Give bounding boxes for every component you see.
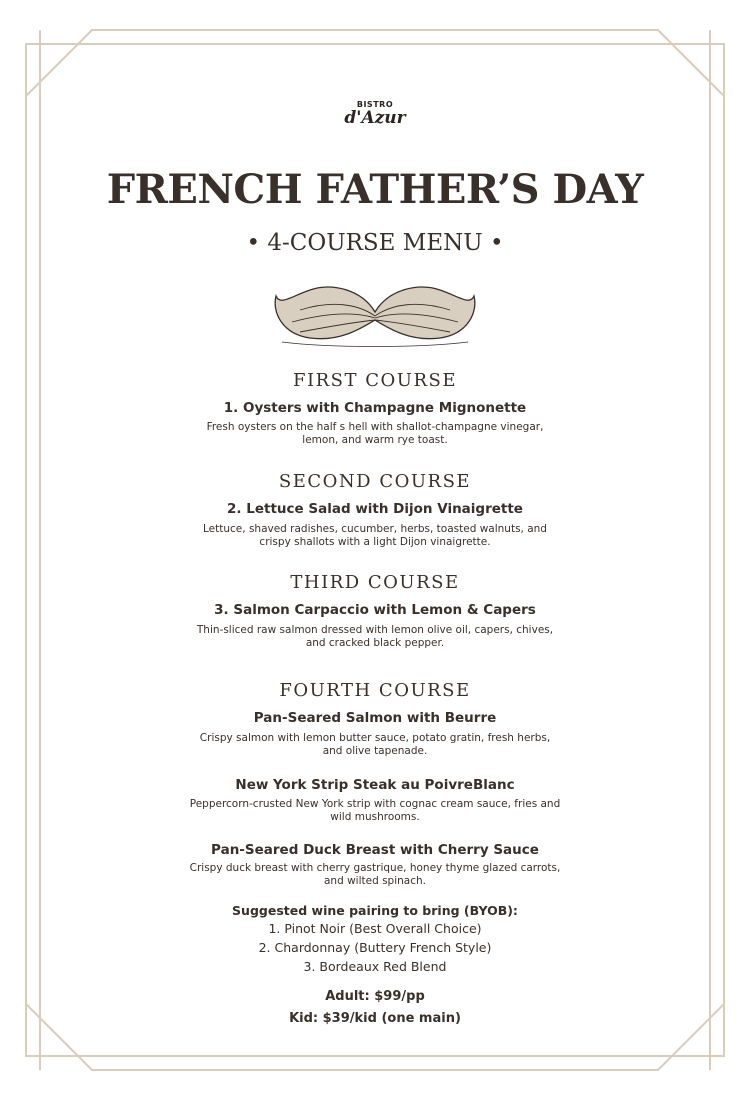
page-subtitle: • 4-COURSE MENU • — [246, 230, 504, 256]
price-kid: Kid: $39/kid (one main) — [289, 1011, 461, 1026]
course-heading-second: SECOND COURSE — [278, 471, 472, 492]
wine-item-pinot: 1. Pinot Noir (Best Overall Choice) — [268, 921, 482, 936]
wine-pairing-title: Suggested wine pairing to bring (BYOB): — [232, 903, 518, 918]
dish-name-salad: 2. Lettuce Salad with Dijon Vinaigrette — [227, 501, 523, 517]
dish-desc-carpaccio: Thin-sliced raw salmon dressed with lemon olive oil, capers, chives, and cracked black pepper. — [196, 624, 554, 649]
wine-item-bordeaux: 3. Bordeaux Red Blend — [303, 959, 447, 974]
wine-item-chardonnay: 2. Chardonnay (Buttery French Style) — [258, 940, 492, 955]
dish-name-carpaccio: 3. Salmon Carpaccio with Lemon & Capers — [214, 602, 536, 618]
dish-name-salmon: Pan-Seared Salmon with Beurre — [253, 710, 497, 726]
dish-desc-oysters: Fresh oysters on the half s hell with shallot-champagne vinegar, lemon, and warm rye toast. — [206, 421, 544, 446]
dish-desc-duck: Crispy duck breast with cherry gastrique, honey thyme glazed carrots, and wilted spinach. — [189, 862, 561, 887]
dish-name-oysters: 1. Oysters with Champagne Mignonette — [223, 400, 527, 416]
dish-name-duck: Pan-Seared Duck Breast with Cherry Sauce — [211, 842, 539, 858]
bistro-logo — [0, 100, 750, 127]
page-title: FRENCH FATHER’S DAY — [106, 166, 644, 213]
dish-desc-steak: Peppercorn-crusted New York strip with cognac cream sauce, fries and wild mushrooms. — [189, 798, 561, 823]
logo-top-word: BISTRO — [356, 100, 394, 109]
dish-name-steak: New York Strip Steak au PoivreBlanc — [235, 777, 515, 793]
dish-desc-salmon: Crispy salmon with lemon butter sauce, potato gratin, fresh herbs, and olive tapenade. — [199, 732, 551, 757]
course-heading-fourth: FOURTH COURSE — [279, 680, 471, 701]
dish-desc-salad: Lettuce, shaved radishes, cucumber, herbs, toasted walnuts, and crispy shallots with a light Dijon vinaigrette. — [203, 523, 547, 548]
price-adult: Adult: $99/pp — [325, 989, 425, 1004]
mustache-icon — [270, 282, 480, 350]
course-heading-third: THIRD COURSE — [290, 572, 460, 593]
logo-script-word: d'Azur — [344, 108, 406, 128]
course-heading-first: FIRST COURSE — [293, 370, 457, 391]
